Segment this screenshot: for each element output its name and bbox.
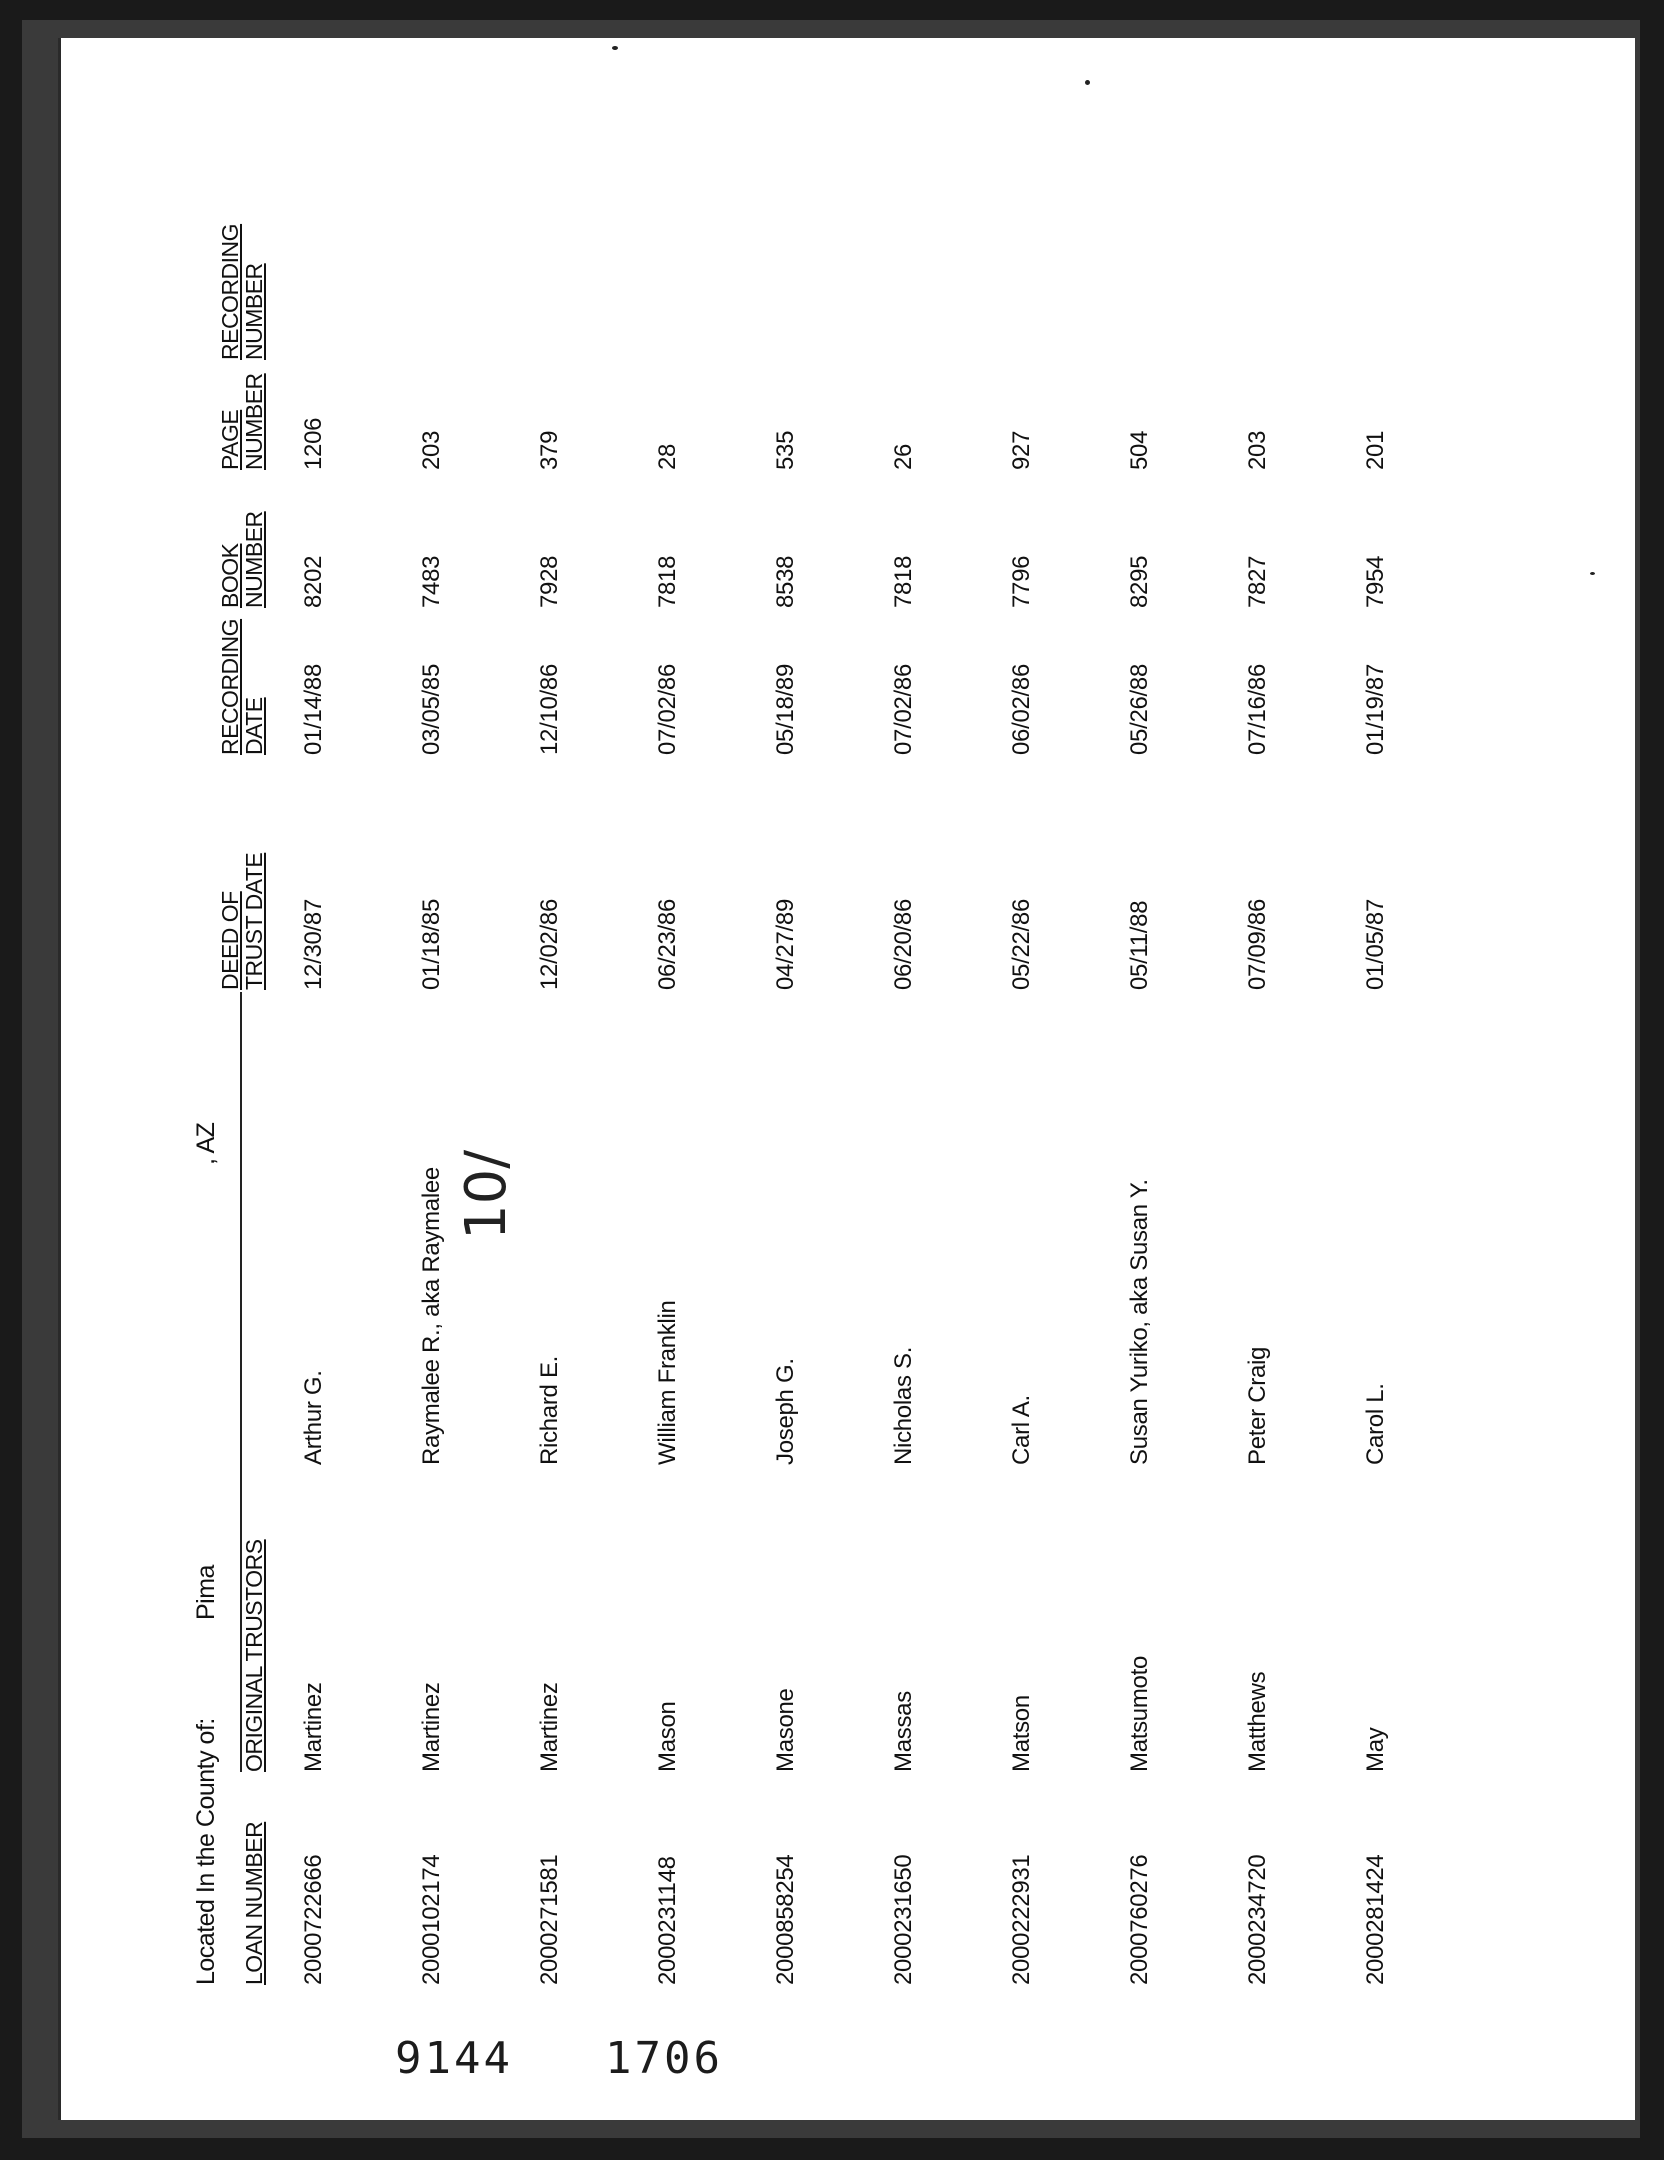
- handwritten-number-right: 1706: [605, 2033, 723, 2084]
- cell-last: May: [1362, 1727, 1389, 1772]
- cell-first: Arthur G.: [300, 1370, 327, 1465]
- cell-rec: 05/18/89: [772, 663, 799, 755]
- cell-deed: 06/23/86: [654, 898, 681, 990]
- state-label: , AZ: [192, 1122, 220, 1165]
- header-page-number: PAGE NUMBER: [217, 373, 267, 470]
- cell-first: Raymalee R., aka Raymalee: [418, 1167, 445, 1465]
- cell-page: 1206: [300, 417, 327, 470]
- handwritten-numbers: [395, 2033, 755, 2093]
- cell-deed: 06/20/86: [890, 898, 917, 990]
- cell-first: Carl A.: [1008, 1395, 1035, 1465]
- cell-rec: 01/19/87: [1362, 663, 1389, 755]
- cell-rec: 01/14/88: [300, 663, 327, 755]
- cell-book: 8295: [1126, 555, 1153, 608]
- cell-rec: 07/02/86: [654, 663, 681, 755]
- cell-rec: 07/16/86: [1244, 663, 1271, 755]
- cell-last: Martinez: [418, 1682, 445, 1772]
- cell-last: Matson: [1008, 1695, 1035, 1772]
- cell-page: 201: [1362, 430, 1389, 470]
- cell-loan: 2000281424: [1362, 1854, 1389, 1985]
- cell-page: 203: [1244, 430, 1271, 470]
- cell-deed: 05/11/88: [1126, 900, 1153, 990]
- cell-book: 7827: [1244, 555, 1271, 608]
- cell-loan: 2000231650: [890, 1854, 917, 1985]
- cell-last: Masone: [772, 1688, 799, 1772]
- cell-book: 7818: [890, 555, 917, 608]
- cell-loan: 2000858254: [772, 1854, 799, 1985]
- cell-loan: 2000271581: [536, 1854, 563, 1985]
- cell-page: 379: [536, 430, 563, 470]
- cell-last: Martinez: [300, 1682, 327, 1772]
- handwritten-page-mark: [435, 1130, 535, 1250]
- cell-last: Mason: [654, 1701, 681, 1772]
- cell-rec: 05/26/88: [1126, 663, 1153, 755]
- cell-rec: 03/05/85: [418, 663, 445, 755]
- cell-page: 28: [654, 443, 681, 470]
- cell-loan: 2000760276: [1126, 1854, 1153, 1985]
- cell-loan: 2000234720: [1244, 1854, 1271, 1985]
- cell-rec: 07/02/86: [890, 663, 917, 755]
- cell-page: 203: [418, 430, 445, 470]
- cell-deed: 12/30/87: [300, 898, 327, 990]
- cell-first: Peter Craig: [1244, 1346, 1271, 1465]
- cell-loan: 2000231148: [654, 1856, 681, 1985]
- county-line: [192, 1122, 221, 1985]
- page-mark-text: 10/: [454, 1149, 519, 1240]
- cell-first: Carol L.: [1362, 1383, 1389, 1465]
- header-recording-date: RECORDING DATE: [217, 618, 267, 755]
- cell-first: Richard E.: [536, 1355, 563, 1465]
- cell-last: Massas: [890, 1691, 917, 1772]
- cell-rec: 06/02/86: [1008, 663, 1035, 755]
- cell-book: 7954: [1362, 555, 1389, 608]
- cell-book: 7928: [536, 555, 563, 608]
- cell-book: 7796: [1008, 555, 1035, 608]
- cell-loan: 2000722666: [300, 1854, 327, 1985]
- cell-page: 927: [1008, 430, 1035, 470]
- cell-book: 7483: [418, 555, 445, 608]
- header-original-trustors: ORIGINAL TRUSTORS: [241, 1539, 267, 1772]
- cell-book: 8202: [300, 555, 327, 608]
- cell-first: Nicholas S.: [890, 1346, 917, 1465]
- cell-last: Matthews: [1244, 1671, 1271, 1772]
- speck: [612, 46, 618, 50]
- cell-first: William Franklin: [654, 1300, 681, 1465]
- county-value: Pima: [192, 1565, 220, 1620]
- cell-deed: 01/18/85: [418, 898, 445, 990]
- county-label: Located In the County of:: [192, 1718, 220, 1985]
- speck: [1085, 80, 1090, 85]
- cell-deed: 05/22/86: [1008, 898, 1035, 990]
- header-book-number: BOOK NUMBER: [217, 511, 267, 608]
- cell-deed: 07/09/86: [1244, 898, 1271, 990]
- header-deed-of-trust-date: DEED OF TRUST DATE: [217, 852, 267, 990]
- cell-page: 504: [1126, 430, 1153, 470]
- cell-last: Martinez: [536, 1682, 563, 1772]
- handwritten-number-left: 9144: [395, 2033, 513, 2084]
- cell-first: Susan Yuriko, aka Susan Y.: [1126, 1179, 1153, 1465]
- cell-page: 535: [772, 430, 799, 470]
- header-recording-number: RECORDING NUMBER: [217, 223, 267, 360]
- speck: [1590, 572, 1595, 575]
- cell-first: Joseph G.: [772, 1358, 799, 1465]
- cell-last: Matsumoto: [1126, 1655, 1153, 1772]
- cell-page: 26: [890, 443, 917, 470]
- cell-deed: 01/05/87: [1362, 898, 1389, 990]
- cell-loan: 2000222931: [1008, 1854, 1035, 1985]
- cell-book: 7818: [654, 555, 681, 608]
- cell-book: 8538: [772, 555, 799, 608]
- cell-deed: 04/27/89: [772, 898, 799, 990]
- header-loan-number: LOAN NUMBER: [241, 1821, 267, 1985]
- cell-loan: 2000102174: [418, 1854, 445, 1985]
- cell-deed: 12/02/86: [536, 898, 563, 990]
- rotated-table-block: [180, 210, 1420, 2010]
- cell-rec: 12/10/86: [536, 663, 563, 755]
